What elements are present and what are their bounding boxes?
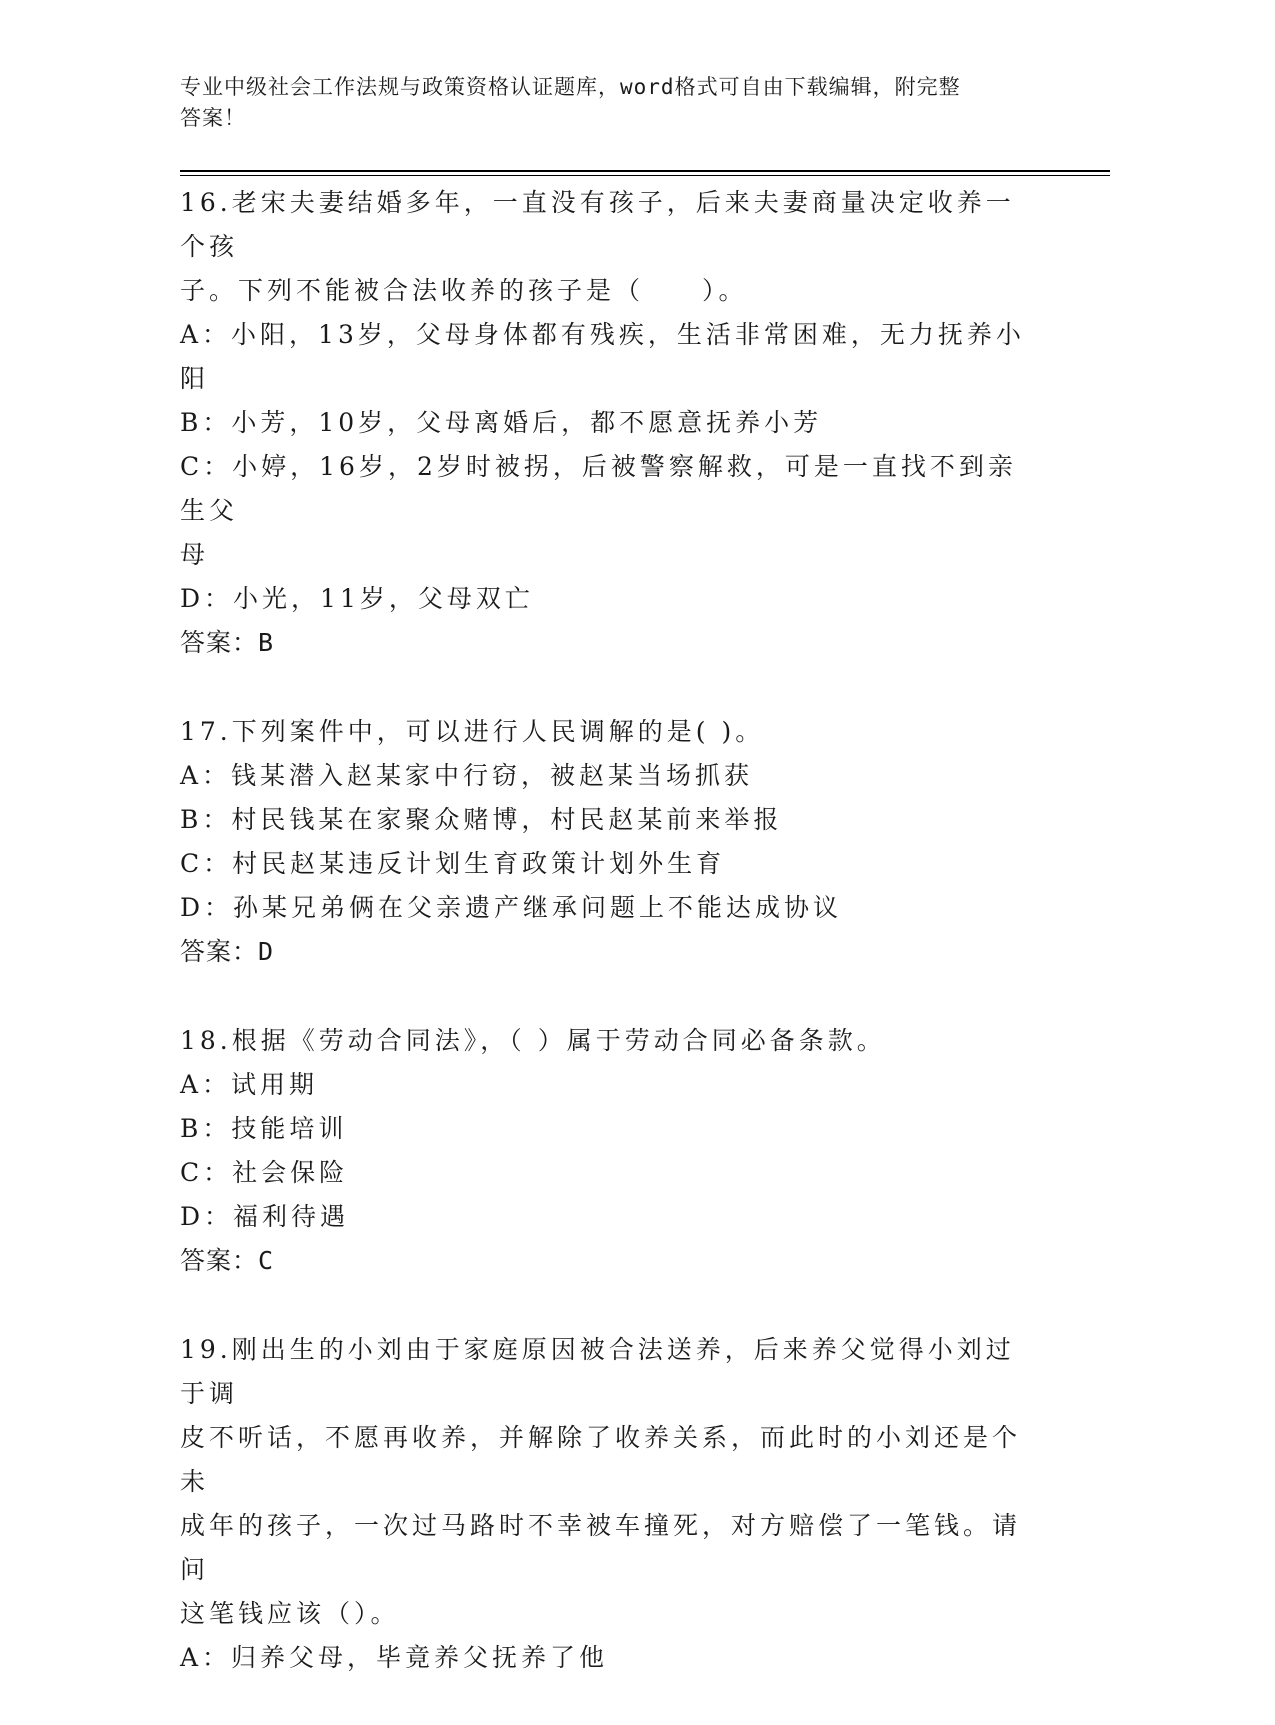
answer-option: B：村民钱某在家聚众赌博，村民赵某前来举报 bbox=[180, 805, 783, 834]
question-stem: 这笔钱应该（）。 bbox=[180, 1599, 400, 1628]
answer-option: C：小婷，16岁，2岁时被拐，后被警察解救，可是一直找不到亲生父 bbox=[180, 452, 1017, 525]
document-header bbox=[180, 72, 1040, 134]
question-stem: 成年的孩子，一次过马路时不幸被车撞死，对方赔偿了一笔钱。请问 bbox=[180, 1511, 1022, 1584]
question-block bbox=[180, 710, 1040, 974]
question-block bbox=[180, 181, 1040, 665]
question-stem: 18.根据《劳动合同法》，（ ）属于劳动合同必备条款。 bbox=[180, 1026, 886, 1055]
correct-answer: 答案：B bbox=[180, 628, 275, 657]
answer-option: 母 bbox=[180, 540, 210, 569]
header-divider bbox=[180, 170, 1110, 172]
header-line: 专业中级社会工作法规与政策资格认证题库，word格式可自由下载编辑，附完整 bbox=[180, 75, 961, 99]
answer-option: D：小光，11岁，父母双亡 bbox=[180, 584, 534, 613]
header-divider-thin bbox=[180, 175, 1110, 176]
question-list bbox=[180, 181, 1040, 1725]
answer-option: A：小阳，13岁，父母身体都有残疾，生活非常困难，无力抚养小阳 bbox=[180, 320, 1025, 393]
correct-answer: 答案：D bbox=[180, 937, 275, 966]
question-block bbox=[180, 1019, 1040, 1283]
answer-option: A：归养父母，毕竟养父抚养了他 bbox=[180, 1643, 609, 1672]
question-stem: 皮不听话，不愿再收养，并解除了收养关系，而此时的小刘还是个未 bbox=[180, 1423, 1022, 1496]
question-block bbox=[180, 1328, 1040, 1680]
answer-option: C：社会保险 bbox=[180, 1158, 349, 1187]
question-stem: 17.下列案件中，可以进行人民调解的是( )。 bbox=[180, 717, 765, 746]
answer-option: C：村民赵某违反计划生育政策计划外生育 bbox=[180, 849, 726, 878]
question-stem: 19.刚出生的小刘由于家庭原因被合法送养，后来养父觉得小刘过于调 bbox=[180, 1335, 1015, 1408]
question-stem: 子。下列不能被合法收养的孩子是（ ）。 bbox=[180, 276, 748, 305]
answer-option: B：小芳，10岁，父母离婚后，都不愿意抚养小芳 bbox=[180, 408, 823, 437]
answer-option: A：试用期 bbox=[180, 1070, 319, 1099]
answer-option: B：技能培训 bbox=[180, 1114, 348, 1143]
answer-option: D：福利待遇 bbox=[180, 1202, 350, 1231]
header-line: 答案！ bbox=[180, 106, 246, 130]
answer-option: A：钱某潜入赵某家中行窃，被赵某当场抓获 bbox=[180, 761, 754, 790]
correct-answer: 答案：C bbox=[180, 1246, 275, 1275]
question-stem: 16.老宋夫妻结婚多年，一直没有孩子，后来夫妻商量决定收养一个孩 bbox=[180, 188, 1015, 261]
answer-option: D：孙某兄弟俩在父亲遗产继承问题上不能达成协议 bbox=[180, 893, 843, 922]
